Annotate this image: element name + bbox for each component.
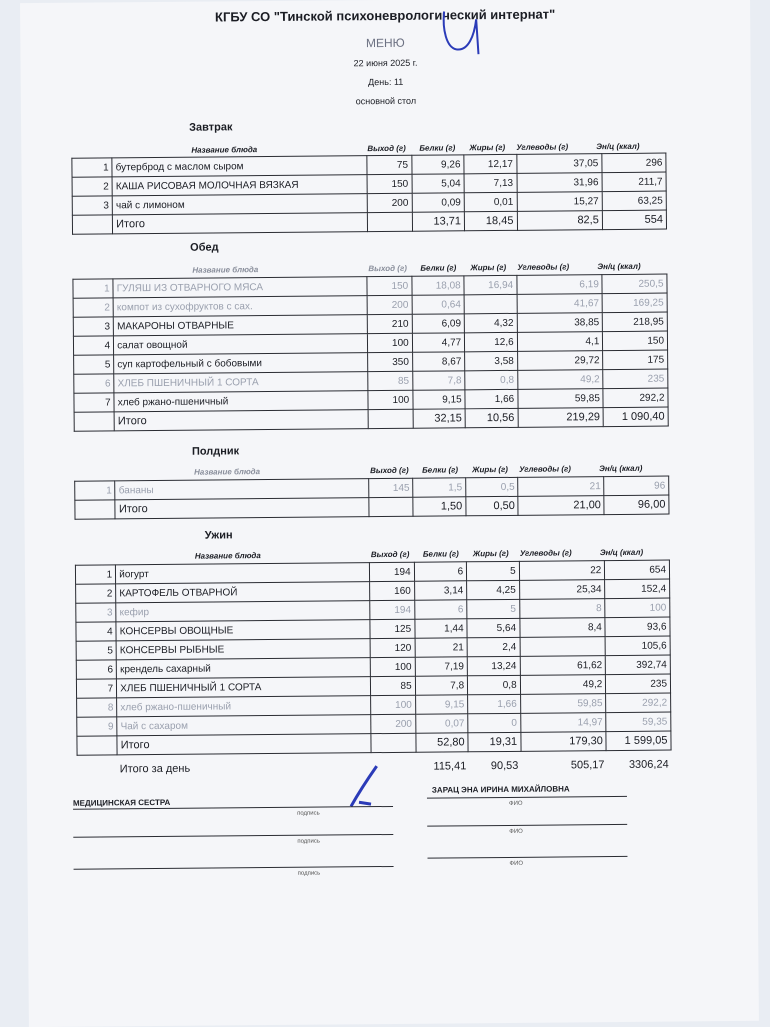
section-title-snack: Полдник bbox=[191, 445, 240, 458]
col-yield: Выход (г) bbox=[370, 549, 410, 560]
day-total-energy: 3306,24 bbox=[628, 758, 669, 771]
dish-fat: 5 bbox=[467, 561, 520, 580]
dish-name: ГУЛЯШ ИЗ ОТВАРНОГО МЯСА bbox=[113, 277, 367, 298]
menu-date: 22 июня 2025 г. bbox=[353, 57, 418, 69]
dish-fat: 16,94 bbox=[464, 275, 517, 294]
col-energy: Эн/ц (ккал) bbox=[599, 547, 644, 558]
dish-energy: 96 bbox=[604, 476, 669, 496]
col-protein: Белки (г) bbox=[422, 465, 459, 475]
fio-line-3 bbox=[427, 856, 627, 859]
dish-energy: 169,25 bbox=[602, 293, 667, 313]
col-fat: Жиры (г) bbox=[470, 262, 507, 273]
total-yield bbox=[368, 212, 413, 231]
row-number: 1 bbox=[75, 481, 116, 500]
dish-carbs: 14,97 bbox=[520, 713, 606, 733]
row-number: 8 bbox=[77, 698, 117, 717]
total-spacer bbox=[77, 736, 117, 755]
dish-yield: 200 bbox=[367, 193, 412, 212]
signer-fio: ЗАРАЦ ЭНА ИРИНА МИХАЙЛОВНА bbox=[431, 784, 570, 795]
dish-yield: 200 bbox=[367, 295, 412, 314]
fio-label-2: ФИО bbox=[509, 828, 523, 835]
dish-fat: 0,5 bbox=[466, 477, 519, 496]
col-name: Название блюда bbox=[194, 467, 261, 477]
signature-label-1: подпись bbox=[297, 810, 320, 817]
total-label: Итого bbox=[115, 498, 368, 519]
fio-label-1: ФИО bbox=[508, 800, 523, 807]
dish-fat: 1,66 bbox=[468, 694, 521, 713]
row-number: 4 bbox=[73, 336, 113, 355]
dish-fat: 0 bbox=[468, 713, 521, 732]
dish-fat: 2,4 bbox=[467, 637, 520, 656]
fio-line-1 bbox=[427, 796, 627, 799]
dish-energy: 250,5 bbox=[602, 274, 667, 294]
row-number: 6 bbox=[74, 374, 114, 393]
total-carbs: 219,29 bbox=[518, 408, 604, 428]
dish-carbs: 59,85 bbox=[518, 389, 604, 409]
dish-yield: 75 bbox=[367, 155, 412, 174]
menu-day: День: 11 bbox=[368, 76, 404, 88]
dish-yield: 120 bbox=[370, 638, 415, 657]
dish-yield: 150 bbox=[367, 276, 412, 295]
dish-fat bbox=[464, 294, 517, 313]
dish-protein: 9,26 bbox=[411, 155, 464, 174]
dish-protein: 9,15 bbox=[413, 390, 466, 409]
row-number: 3 bbox=[72, 196, 112, 215]
section-title-breakfast: Завтрак bbox=[189, 121, 233, 134]
row-number: 5 bbox=[76, 641, 116, 660]
col-yield: Выход (г) bbox=[370, 465, 409, 476]
pen-signature-bottom bbox=[345, 762, 385, 812]
dish-name: ХЛЕБ ПШЕНИЧНЫЙ 1 СОРТА bbox=[117, 677, 371, 698]
dish-fat: 13,24 bbox=[467, 656, 520, 675]
dish-yield: 150 bbox=[367, 174, 412, 193]
total-row bbox=[77, 731, 671, 755]
dish-protein: 4,77 bbox=[412, 333, 465, 352]
section-title-dinner: Ужин bbox=[204, 529, 233, 542]
dish-name: салат овощной bbox=[114, 334, 368, 355]
dish-yield: 125 bbox=[370, 619, 415, 638]
row-number: 3 bbox=[73, 317, 113, 336]
dish-energy: 152,4 bbox=[605, 579, 670, 599]
document-title: МЕНЮ bbox=[365, 35, 405, 51]
total-spacer bbox=[74, 412, 114, 431]
dish-name: бананы bbox=[115, 479, 368, 500]
col-energy: Эн/ц (ккал) bbox=[599, 463, 643, 474]
day-total-carbs: 505,17 bbox=[570, 759, 605, 772]
row-number: 2 bbox=[72, 177, 112, 196]
col-energy: Эн/ц (ккал) bbox=[596, 141, 640, 152]
dish-carbs: 37,05 bbox=[516, 154, 602, 174]
col-fat: Жиры (г) bbox=[472, 464, 508, 475]
dish-protein: 1,44 bbox=[415, 619, 468, 638]
day-total-label: Итого за день bbox=[119, 762, 191, 776]
col-name: Название блюда bbox=[191, 145, 258, 155]
dish-name: хлеб ржано-пшеничный bbox=[117, 696, 371, 717]
dinner-table bbox=[75, 560, 672, 756]
fio-label-3: ФИО bbox=[509, 860, 524, 867]
col-protein: Белки (г) bbox=[419, 143, 456, 153]
dish-fat: 7,13 bbox=[464, 173, 517, 192]
dish-yield: 100 bbox=[371, 695, 416, 714]
dish-carbs: 8,4 bbox=[520, 618, 606, 638]
dish-carbs: 49,2 bbox=[520, 675, 606, 695]
total-energy: 1 090,40 bbox=[603, 407, 668, 427]
snack-table bbox=[74, 476, 669, 520]
total-row bbox=[74, 407, 668, 431]
dish-fat: 12,17 bbox=[464, 154, 517, 173]
dish-protein: 0,07 bbox=[415, 714, 468, 733]
dish-yield: 100 bbox=[368, 390, 413, 409]
dish-fat: 5,64 bbox=[467, 618, 520, 637]
total-protein: 13,71 bbox=[412, 212, 465, 231]
dish-yield: 194 bbox=[370, 562, 415, 581]
total-carbs: 82,5 bbox=[517, 211, 603, 231]
dish-carbs: 21 bbox=[518, 477, 604, 497]
dish-protein: 0,64 bbox=[412, 295, 465, 314]
dish-carbs: 61,62 bbox=[520, 656, 606, 676]
dish-name: КОНСЕРВЫ РЫБНЫЕ bbox=[116, 639, 370, 660]
dish-name: крендель сахарный bbox=[116, 658, 370, 679]
total-protein: 32,15 bbox=[413, 409, 466, 428]
dish-protein: 1,5 bbox=[413, 478, 466, 497]
col-protein: Белки (г) bbox=[420, 263, 457, 273]
dish-carbs: 38,85 bbox=[517, 313, 603, 333]
dish-energy: 235 bbox=[606, 674, 671, 694]
dish-fat: 3,58 bbox=[465, 351, 518, 370]
day-total-fat: 90,53 bbox=[490, 759, 519, 773]
dish-protein: 18,08 bbox=[412, 276, 465, 295]
dish-energy: 100 bbox=[605, 598, 670, 618]
col-name: Название блюда bbox=[192, 265, 259, 275]
total-label: Итого bbox=[117, 734, 371, 755]
dish-yield: 145 bbox=[368, 478, 413, 497]
total-carbs: 179,30 bbox=[521, 732, 607, 752]
dish-energy: 654 bbox=[605, 560, 670, 580]
total-protein: 52,80 bbox=[416, 733, 469, 752]
dish-name: бутерброд с маслом сыром bbox=[112, 156, 367, 177]
dish-carbs: 41,67 bbox=[517, 294, 603, 314]
col-carbs: Углеводы (г) bbox=[519, 548, 572, 558]
dish-carbs bbox=[520, 637, 606, 657]
total-carbs: 21,00 bbox=[518, 496, 604, 516]
dish-energy: 292,2 bbox=[603, 388, 668, 408]
dish-energy: 175 bbox=[603, 350, 668, 370]
dish-energy: 211,7 bbox=[602, 172, 666, 192]
col-carbs: Углеводы (г) bbox=[519, 464, 571, 474]
dish-protein: 0,09 bbox=[412, 193, 465, 212]
row-number: 1 bbox=[73, 279, 113, 298]
dish-carbs: 6,19 bbox=[517, 275, 603, 295]
breakfast-table bbox=[71, 153, 667, 235]
dish-protein: 6 bbox=[414, 600, 467, 619]
dish-protein: 3,14 bbox=[414, 581, 467, 600]
col-fat: Жиры (г) bbox=[472, 548, 509, 559]
col-yield: Выход (г) bbox=[367, 143, 406, 154]
col-energy: Эн/ц (ккал) bbox=[597, 261, 641, 272]
dish-energy: 392,74 bbox=[606, 655, 671, 675]
dish-energy: 218,95 bbox=[603, 312, 668, 332]
row-number: 2 bbox=[76, 584, 116, 603]
col-protein: Белки (г) bbox=[422, 549, 459, 559]
dish-protein: 7,19 bbox=[415, 657, 468, 676]
dish-name: чай с лимоном bbox=[112, 194, 367, 215]
dish-name: компот из сухофруктов с сах. bbox=[113, 296, 367, 317]
dish-protein: 9,15 bbox=[415, 695, 468, 714]
dish-energy: 105,6 bbox=[605, 636, 670, 656]
dish-name: кефир bbox=[116, 601, 370, 622]
col-name: Название блюда bbox=[194, 551, 261, 561]
dish-energy: 59,35 bbox=[606, 712, 671, 732]
total-fat: 19,31 bbox=[468, 732, 521, 751]
row-number: 2 bbox=[73, 298, 113, 317]
pen-signature-top bbox=[430, 0, 501, 60]
dish-name: йогурт bbox=[116, 563, 370, 584]
dish-carbs: 4,1 bbox=[517, 332, 603, 352]
dish-name: МАКАРОНЫ ОТВАРНЫЕ bbox=[113, 315, 367, 336]
day-total-protein: 115,41 bbox=[433, 760, 467, 773]
total-fat: 18,45 bbox=[464, 211, 517, 230]
dish-carbs: 25,34 bbox=[519, 580, 605, 600]
organization-title: КГБУ СО "Тинской психоневрологический интернат" bbox=[214, 6, 556, 25]
total-label: Итого bbox=[114, 410, 368, 431]
dish-fat: 12,6 bbox=[465, 332, 518, 351]
dish-yield: 85 bbox=[371, 676, 416, 695]
row-number: 4 bbox=[76, 622, 116, 641]
row-number: 5 bbox=[74, 355, 114, 374]
total-label: Итого bbox=[113, 213, 368, 234]
signature-line-2 bbox=[73, 834, 393, 838]
dish-fat: 1,66 bbox=[465, 389, 518, 408]
total-yield bbox=[368, 409, 413, 428]
dish-energy: 63,25 bbox=[602, 191, 666, 211]
dish-name: ХЛЕБ ПШЕНИЧНЫЙ 1 СОРТА bbox=[114, 372, 368, 393]
dish-carbs: 49,2 bbox=[517, 370, 603, 390]
row-number: 7 bbox=[74, 393, 114, 412]
row-number: 9 bbox=[77, 717, 117, 736]
total-protein: 1,50 bbox=[413, 497, 466, 516]
dish-fat: 0,8 bbox=[465, 370, 518, 389]
row-number: 3 bbox=[76, 603, 116, 622]
dish-carbs: 22 bbox=[519, 561, 605, 581]
dish-yield: 160 bbox=[370, 581, 415, 600]
dish-carbs: 15,27 bbox=[517, 192, 603, 212]
dish-yield: 210 bbox=[368, 314, 413, 333]
dish-protein: 7,8 bbox=[415, 676, 468, 695]
dish-yield: 100 bbox=[368, 333, 413, 352]
dish-fat: 5 bbox=[467, 599, 520, 618]
section-title-lunch: Обед bbox=[190, 241, 219, 254]
dish-fat: 4,25 bbox=[467, 580, 520, 599]
dish-carbs: 29,72 bbox=[517, 351, 603, 371]
total-energy: 1 599,05 bbox=[606, 731, 671, 751]
dish-carbs: 59,85 bbox=[520, 694, 606, 714]
dish-fat: 0,8 bbox=[468, 675, 521, 694]
dish-name: хлеб ржано-пшеничный bbox=[114, 391, 368, 412]
menu-document bbox=[20, 0, 759, 1027]
col-carbs: Углеводы (г) bbox=[516, 142, 569, 152]
row-number: 7 bbox=[76, 679, 116, 698]
signature-line-3 bbox=[74, 866, 394, 870]
total-row bbox=[75, 495, 669, 519]
total-energy: 96,00 bbox=[604, 495, 669, 515]
signature-label-3: подпись bbox=[297, 870, 321, 877]
dish-fat: 0,01 bbox=[464, 192, 517, 211]
dish-energy: 235 bbox=[603, 369, 668, 389]
dish-name: Чай с сахаром bbox=[117, 715, 371, 736]
lunch-table bbox=[72, 274, 668, 432]
dish-carbs: 8 bbox=[519, 599, 605, 619]
dish-yield: 194 bbox=[370, 600, 415, 619]
signature-label-2: подпись bbox=[297, 838, 321, 845]
dish-energy: 150 bbox=[603, 331, 668, 351]
dish-name: КАРТОФЕЛЬ ОТВАРНОЙ bbox=[116, 582, 370, 603]
dish-carbs: 31,96 bbox=[517, 173, 603, 193]
col-carbs: Углеводы (г) bbox=[517, 262, 570, 272]
total-row bbox=[72, 210, 666, 234]
dish-protein: 6,09 bbox=[412, 314, 465, 333]
dish-protein: 6 bbox=[414, 562, 467, 581]
dish-yield: 85 bbox=[368, 371, 413, 390]
col-fat: Жиры (г) bbox=[469, 142, 506, 153]
row-number: 1 bbox=[72, 158, 112, 177]
dish-yield: 200 bbox=[371, 714, 416, 733]
col-yield: Выход (г) bbox=[368, 263, 407, 274]
dish-protein: 8,67 bbox=[412, 352, 465, 371]
diet-table-type: основной стол bbox=[355, 95, 417, 107]
total-fat: 10,56 bbox=[465, 408, 518, 427]
total-yield bbox=[369, 497, 414, 516]
total-yield bbox=[371, 733, 416, 752]
dish-protein: 7,8 bbox=[412, 371, 465, 390]
total-fat: 0,50 bbox=[466, 496, 519, 515]
fio-line-2 bbox=[427, 824, 627, 827]
dish-fat: 4,32 bbox=[464, 313, 517, 332]
dish-name: суп картофельный с бобовыми bbox=[114, 353, 368, 374]
row-number: 6 bbox=[76, 660, 116, 679]
dish-yield: 100 bbox=[370, 657, 415, 676]
dish-yield: 350 bbox=[368, 352, 413, 371]
total-spacer bbox=[72, 215, 112, 234]
dish-protein: 5,04 bbox=[412, 174, 465, 193]
row-number: 1 bbox=[75, 565, 115, 584]
dish-protein: 21 bbox=[415, 638, 468, 657]
dish-name: КОНСЕРВЫ ОВОЩНЫЕ bbox=[116, 620, 370, 641]
dish-energy: 93,6 bbox=[605, 617, 670, 637]
dish-energy: 292,2 bbox=[606, 693, 671, 713]
dish-energy: 296 bbox=[602, 153, 666, 173]
dish-name: КАША РИСОВАЯ МОЛОЧНАЯ ВЯЗКАЯ bbox=[112, 175, 367, 196]
total-spacer bbox=[75, 500, 116, 519]
total-energy: 554 bbox=[602, 210, 666, 230]
medic-title: МЕДИЦИНСКАЯ СЕСТРА bbox=[72, 797, 171, 808]
